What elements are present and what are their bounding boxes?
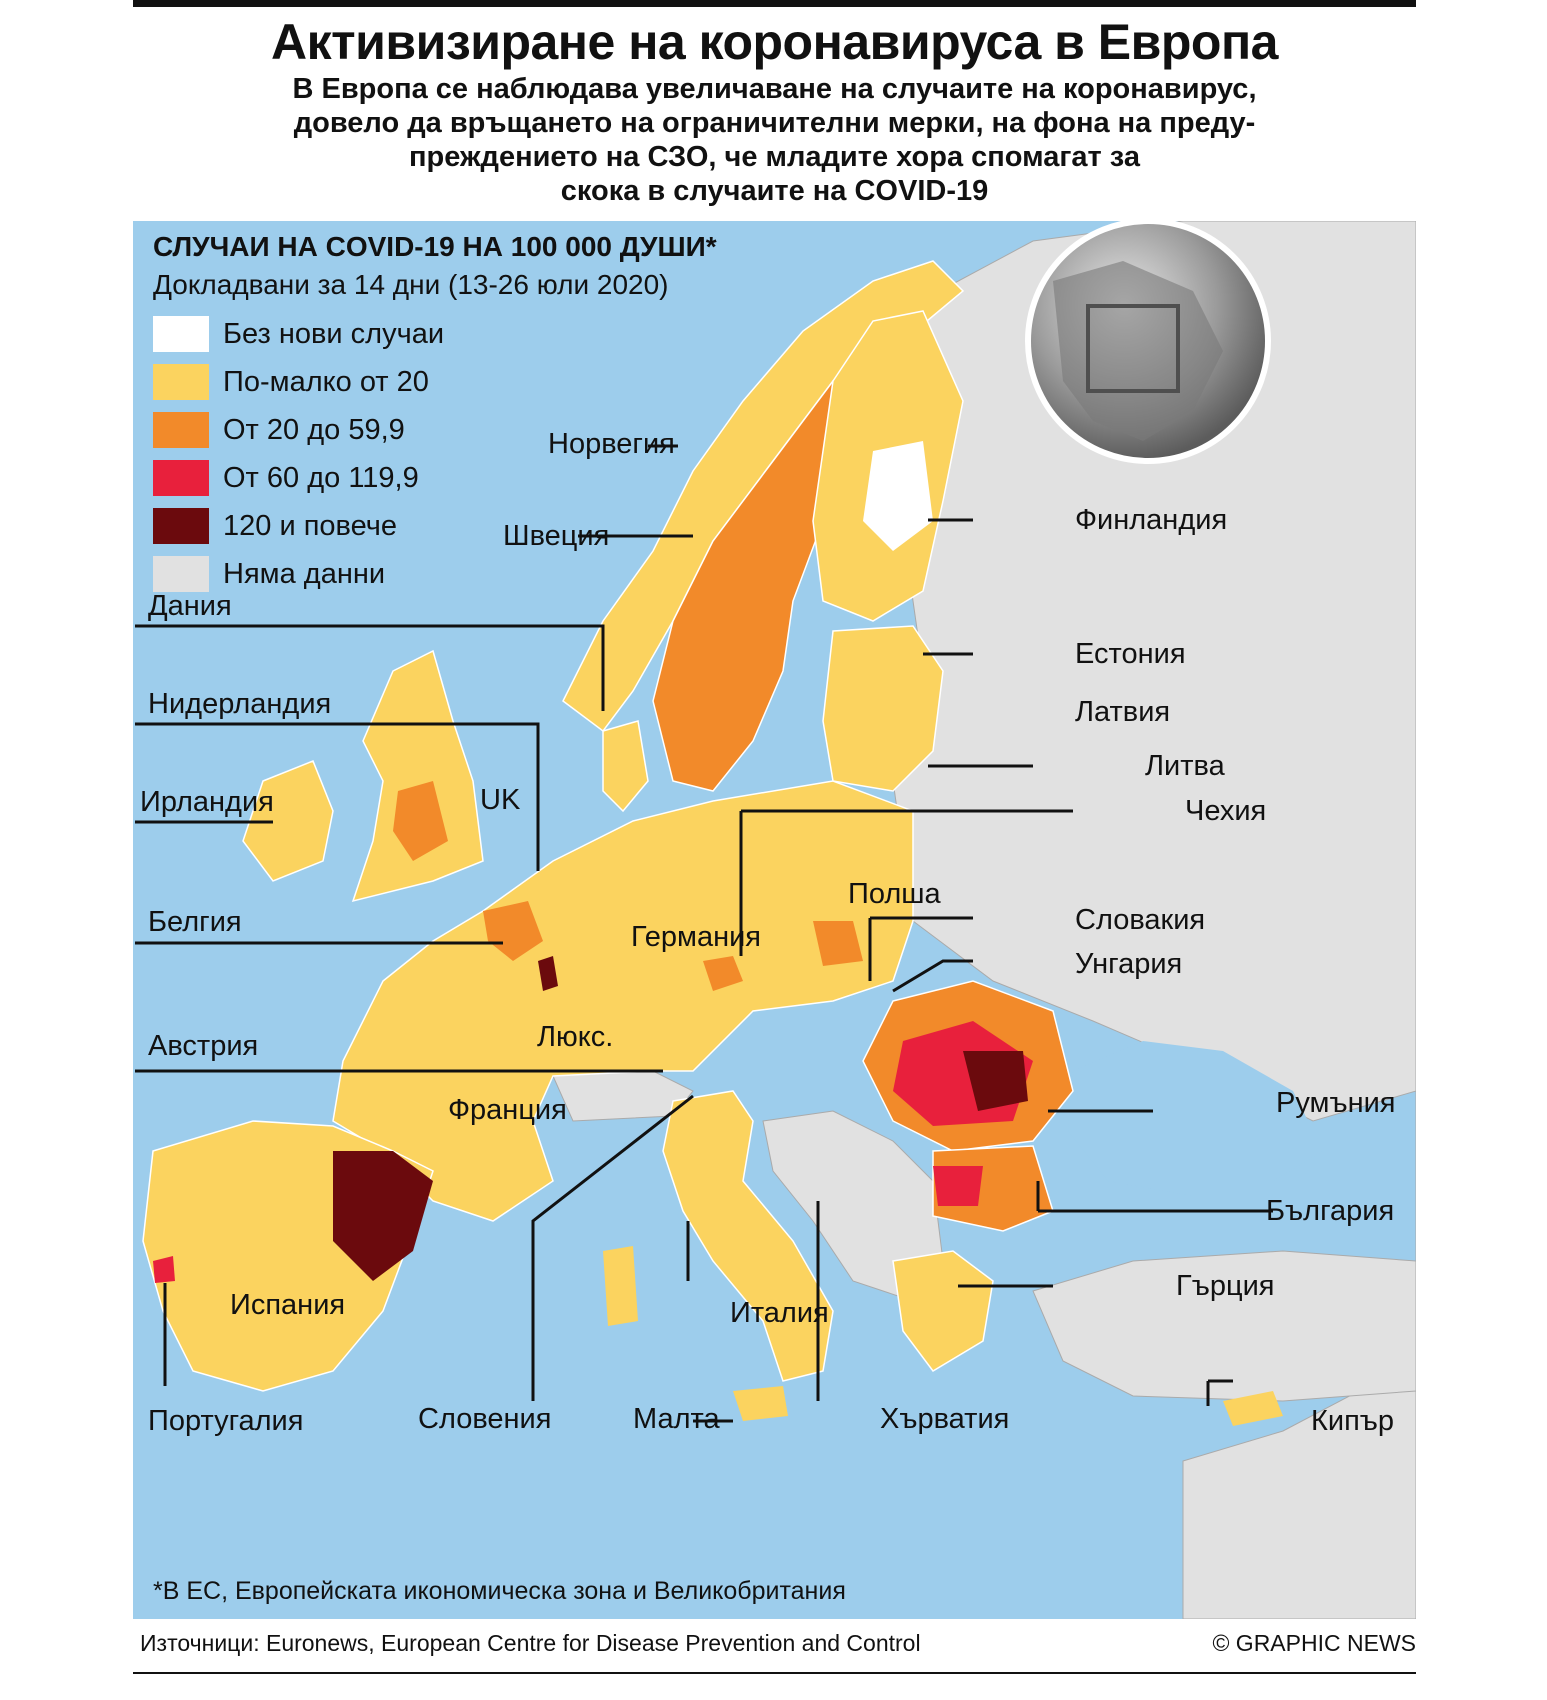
label-spain: Испания: [230, 1289, 346, 1321]
legend-label: От 60 до 119,9: [223, 462, 419, 494]
label-romania: Румъния: [1276, 1087, 1396, 1119]
label-austria: Австрия: [148, 1030, 259, 1062]
legend-subtitle: Докладвани за 14 дни (13-26 юли 2020): [153, 269, 669, 300]
bulgaria-red: [933, 1166, 983, 1206]
label-france: Франция: [448, 1094, 567, 1126]
europe-map: [133, 221, 1416, 1619]
label-bulgaria: България: [1266, 1195, 1395, 1227]
label-lithuania: Литва: [1145, 750, 1225, 782]
label-poland: Полша: [848, 878, 941, 910]
legend-swatch: [153, 412, 209, 448]
legend-swatch: [153, 460, 209, 496]
subtitle-line: В Европа се наблюдава увеличаване на случаите на коронавирус,: [292, 73, 1257, 105]
label-belgium: Белгия: [148, 906, 242, 938]
land-denmark: [603, 721, 648, 811]
label-denmark: Дания: [148, 590, 232, 622]
bottom-rule: [133, 1672, 1416, 1674]
copyright: © GRAPHIC NEWS: [1212, 1630, 1416, 1656]
label-germany: Германия: [631, 921, 762, 953]
label-hungary: Унгария: [1075, 948, 1183, 980]
sources: Източници: Euronews, European Centre for Disease Prevention and Control: [140, 1630, 921, 1656]
land-sicily: [733, 1386, 788, 1421]
legend-swatch: [153, 364, 209, 400]
subtitle-line: довело да връщането на ограничителни мерки, на фона на преду-: [293, 107, 1256, 139]
label-cyprus: Кипър: [1311, 1405, 1395, 1437]
land-uk: [353, 651, 483, 901]
label-czechia: Чехия: [1185, 795, 1267, 827]
label-finland: Финландия: [1075, 504, 1228, 536]
subtitle-line: преждението на СЗО, че младите хора спомагат за: [409, 141, 1140, 173]
land-sardinia: [603, 1246, 638, 1326]
legend-label: Без нови случаи: [223, 318, 445, 350]
label-uk: UK: [480, 784, 521, 816]
land-greece: [893, 1251, 993, 1371]
subtitle: [133, 72, 1416, 208]
legend-swatch: [153, 508, 209, 544]
top-rule: [133, 0, 1416, 7]
label-italy: Италия: [730, 1297, 829, 1329]
label-latvia: Латвия: [1075, 696, 1171, 728]
label-netherlands: Нидерландия: [148, 688, 332, 720]
page-title: Активизиране на коронавируса в Европа: [271, 14, 1278, 70]
legend-label: 120 и повече: [223, 510, 398, 542]
legend-label: Няма данни: [223, 558, 386, 590]
subtitle-line: скока в случаите на COVID-19: [560, 175, 989, 207]
legend-swatch: [153, 316, 209, 352]
footnote: *В ЕС, Европейската икономическа зона и Великобритания: [153, 1577, 846, 1605]
label-sweden: Швеция: [503, 520, 610, 552]
label-greece: Гърция: [1176, 1270, 1275, 1302]
legend-label: По-малко от 20: [223, 366, 429, 398]
legend-title: СЛУЧАИ НА COVID-19 НА 100 000 ДУШИ*: [153, 231, 717, 262]
legend-label: От 20 до 59,9: [223, 414, 405, 446]
label-slovenia: Словения: [418, 1403, 552, 1435]
label-ireland: Ирландия: [140, 786, 274, 818]
legend-swatch: [153, 556, 209, 592]
label-croatia: Хърватия: [880, 1403, 1010, 1435]
label-norway: Норвегия: [548, 428, 675, 460]
label-estonia: Естония: [1075, 638, 1186, 670]
label-slovakia: Словакия: [1075, 904, 1206, 936]
label-luxembourg: Люкс.: [537, 1021, 614, 1053]
label-portugal: Португалия: [148, 1405, 304, 1437]
label-malta: Малта: [633, 1403, 720, 1435]
